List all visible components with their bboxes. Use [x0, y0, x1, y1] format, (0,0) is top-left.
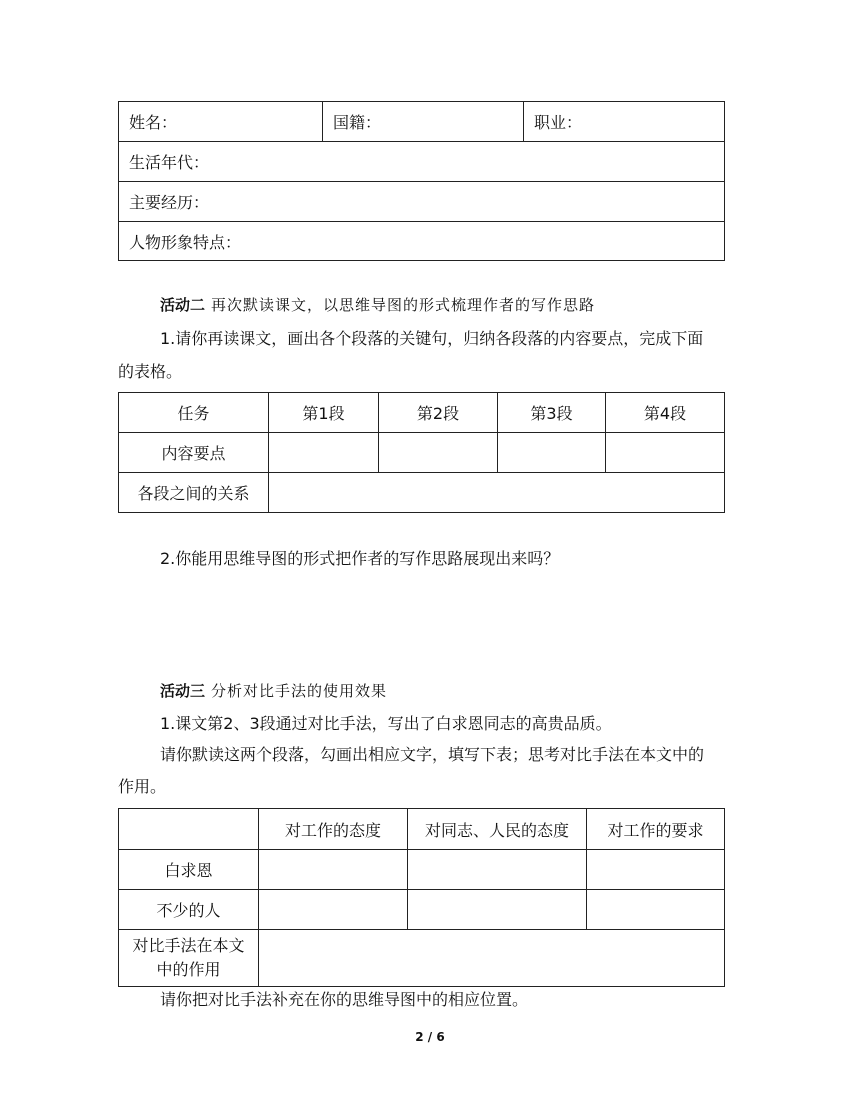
answer-cell[interactable] — [606, 433, 725, 473]
contrast-table — [118, 808, 725, 987]
many-people-label: 不少的人 — [119, 890, 259, 930]
contrast-effect-label — [119, 930, 259, 987]
relation-label: 各段之间的关系 — [119, 473, 269, 513]
answer-cell[interactable] — [259, 890, 408, 930]
answer-cell[interactable] — [408, 850, 587, 890]
work-attitude-header: 对工作的态度 — [259, 809, 408, 850]
profile-table — [118, 101, 725, 261]
activity2-q1-line1: 1.请你再读课文，画出各个段落的关键句，归纳各段落的内容要点，完成下面 — [160, 329, 704, 348]
answer-cell[interactable] — [269, 433, 379, 473]
activity2-heading — [160, 294, 595, 315]
answer-cell[interactable] — [498, 433, 606, 473]
name-cell[interactable] — [119, 102, 323, 142]
answer-cell[interactable] — [587, 890, 725, 930]
activity3-q1: 1.课文第2、3段通过对比手法，写出了白求恩同志的高贵品质。 — [160, 714, 612, 733]
nationality-label: 国籍： — [333, 113, 382, 132]
bethune-label: 白求恩 — [119, 850, 259, 890]
paragraph-table — [118, 392, 725, 513]
answer-cell[interactable] — [259, 850, 408, 890]
corner-cell — [119, 809, 259, 850]
activity3-closing: 请你把对比手法补充在你的思维导图中的相应位置。 — [160, 990, 529, 1009]
activity2-subtitle: 再次默读课文，以思维导图的形式梳理作者的写作思路 — [211, 296, 596, 314]
activity3-subtitle: 分析对比手法的使用效果 — [211, 682, 388, 700]
people-attitude-header: 对同志、人民的态度 — [408, 809, 587, 850]
activity3-q1-line1: 请你默读这两个段落，勾画出相应文字，填写下表；思考对比手法在本文中的 — [160, 745, 705, 764]
activity2-q2: 2.你能用思维导图的形式把作者的写作思路展现出来吗？ — [160, 549, 560, 568]
traits-label: 人物形象特点： — [129, 232, 242, 252]
activity2-title: 活动二 — [160, 296, 206, 314]
work-requirement-header: 对工作的要求 — [587, 809, 725, 850]
name-label: 姓名： — [129, 113, 178, 132]
contrast-effect-label-line2: 中的作用 — [156, 960, 221, 979]
answer-cell[interactable] — [259, 930, 725, 987]
task-header: 任务 — [119, 393, 269, 433]
activity2-q1-line2: 的表格。 — [118, 362, 183, 381]
paragraph3-header: 第3段 — [498, 393, 606, 433]
answer-cell[interactable] — [269, 473, 725, 513]
answer-cell[interactable] — [587, 850, 725, 890]
nationality-cell[interactable] — [323, 102, 524, 142]
experience-cell[interactable] — [119, 182, 725, 222]
activity3-heading — [160, 680, 387, 701]
era-label: 生活年代： — [129, 153, 210, 172]
era-cell[interactable] — [119, 142, 725, 182]
experience-label: 主要经历： — [129, 193, 210, 212]
paragraph4-header: 第4段 — [606, 393, 725, 433]
traits-cell[interactable] — [119, 222, 725, 261]
paragraph1-header: 第1段 — [269, 393, 379, 433]
paragraph2-header: 第2段 — [379, 393, 498, 433]
occupation-label: 职业： — [534, 113, 583, 132]
occupation-cell[interactable] — [524, 102, 725, 142]
page-number: 2 / 6 — [415, 1030, 445, 1044]
activity3-q1-line2: 作用。 — [118, 777, 167, 796]
answer-cell[interactable] — [379, 433, 498, 473]
content-points-label: 内容要点 — [119, 433, 269, 473]
contrast-effect-label-line1: 对比手法在本文 — [132, 936, 245, 955]
answer-cell[interactable] — [408, 890, 587, 930]
activity3-title: 活动三 — [160, 682, 206, 700]
